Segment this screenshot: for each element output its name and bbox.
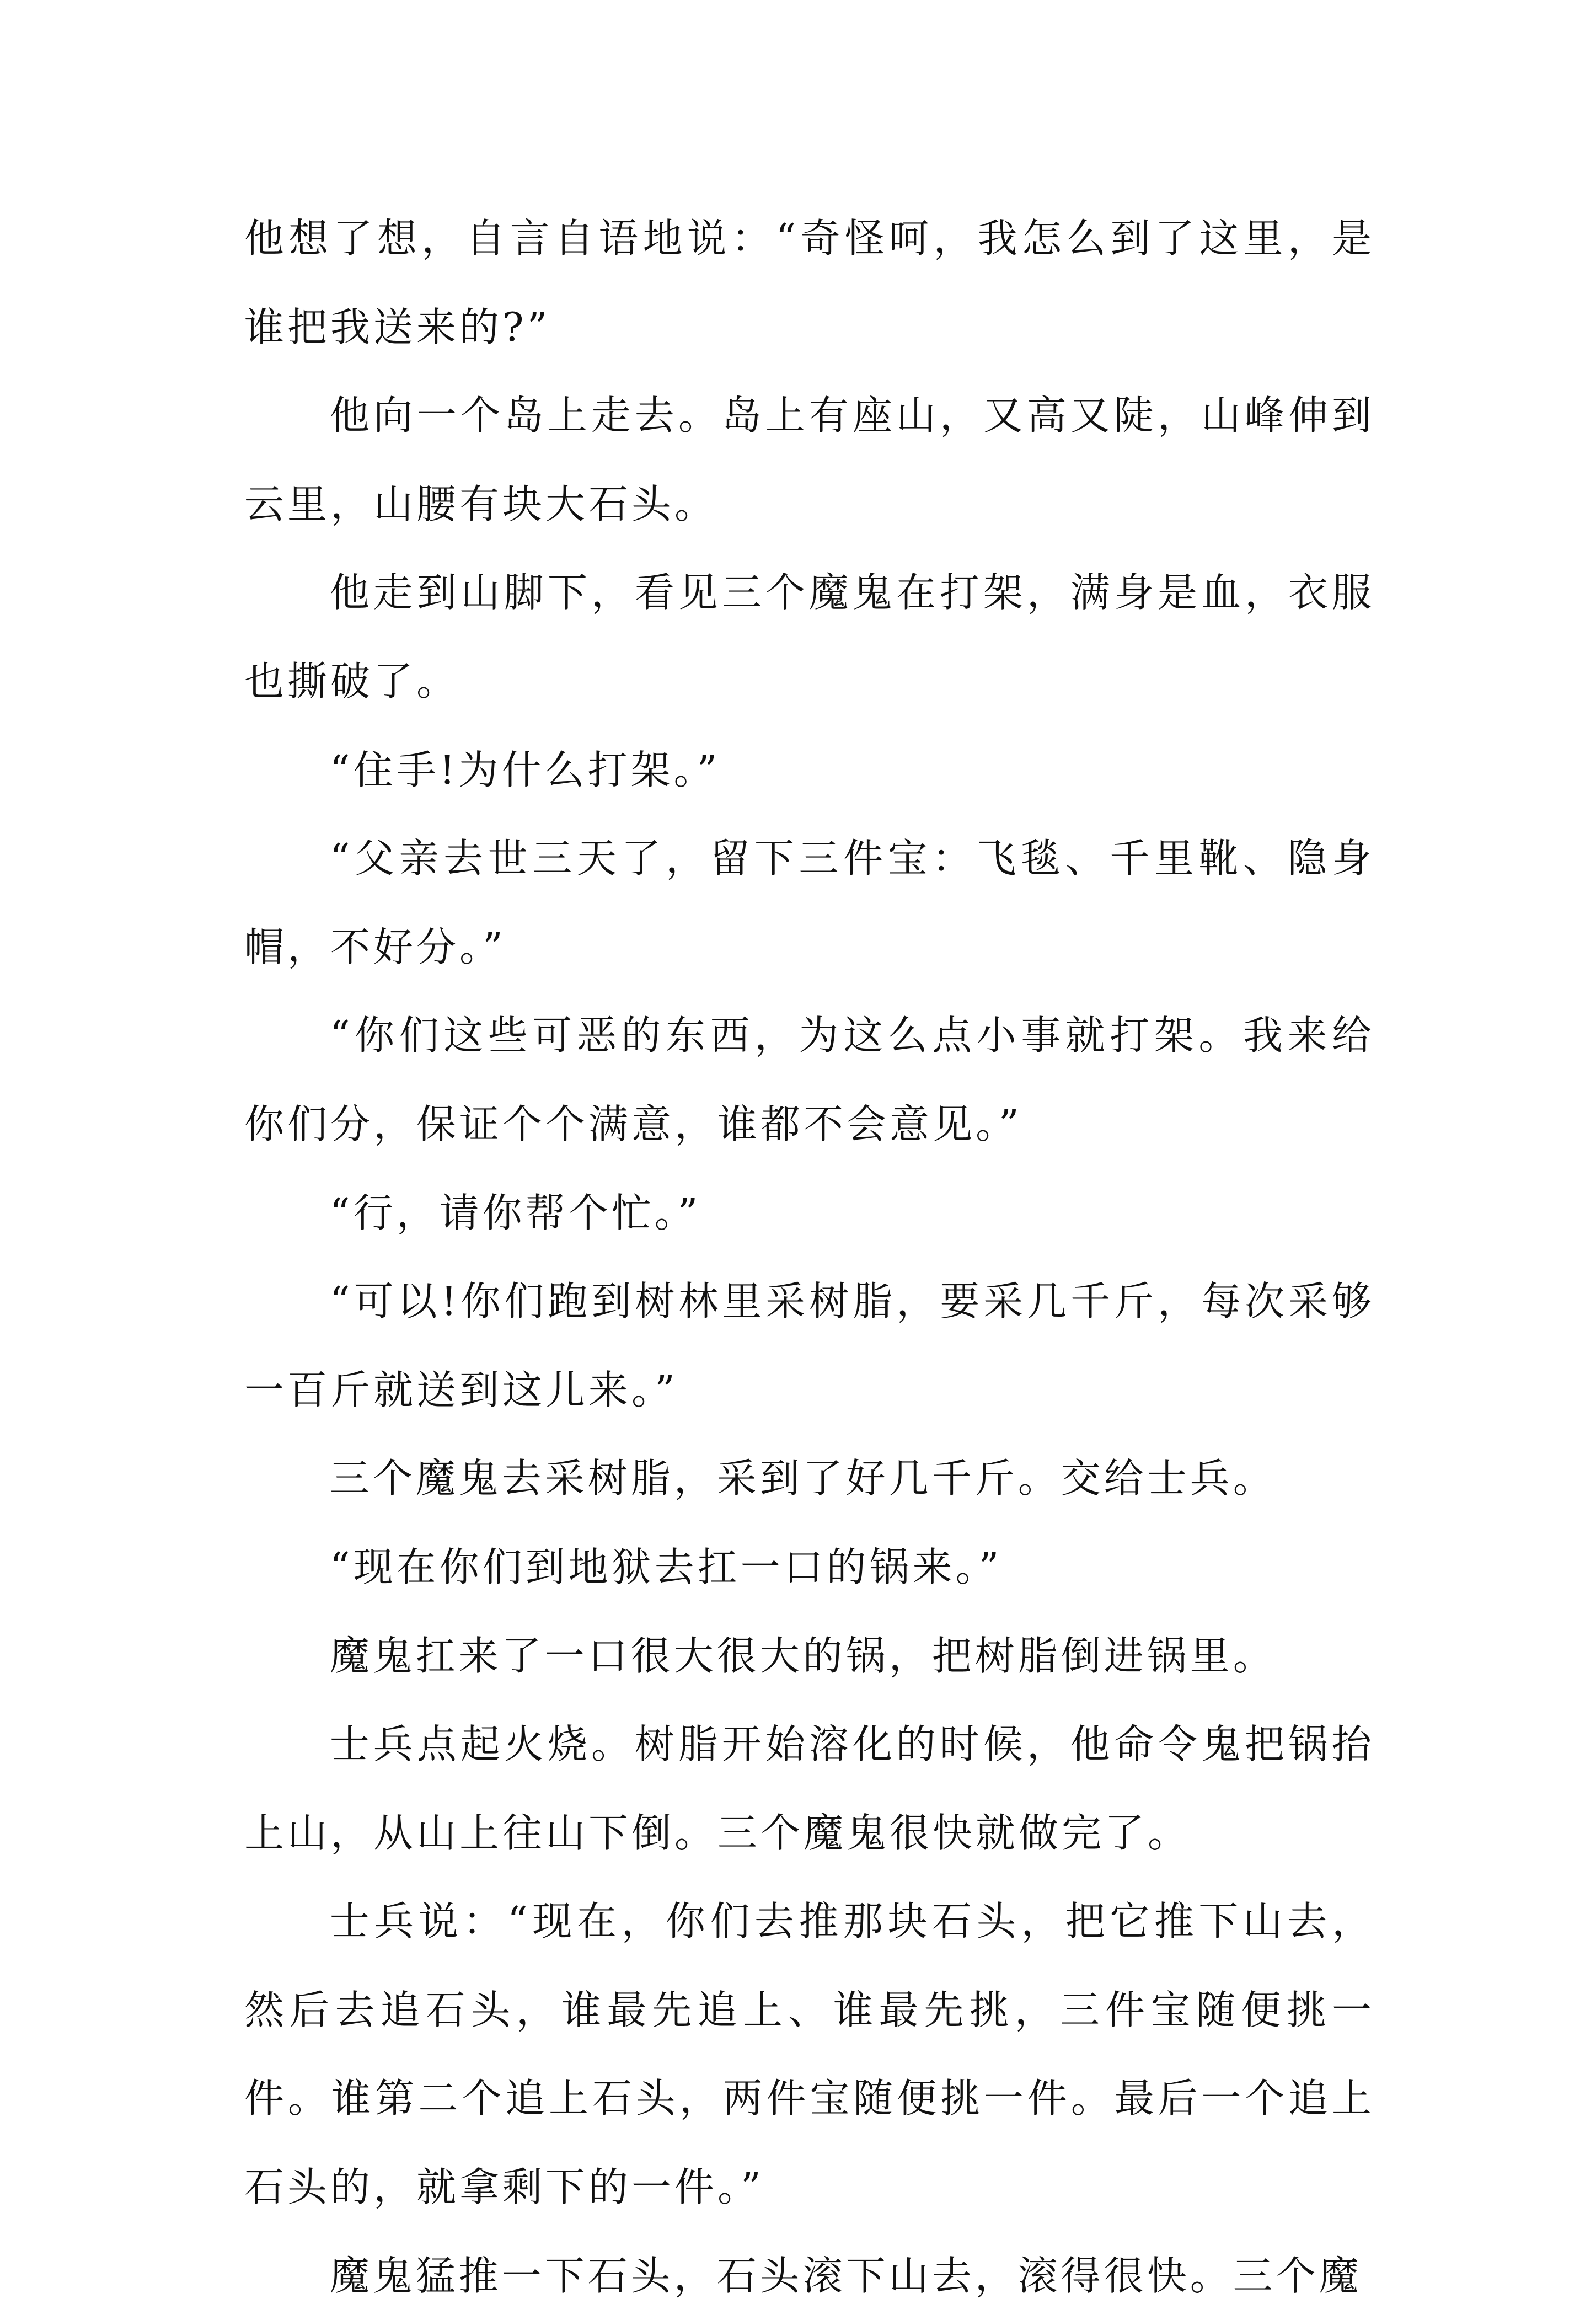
paragraph: 士兵说：“现在，你们去推那块石头，把它推下山去，然后去追石头，谁最先追上、谁最先挑，三件宝随便挑一件。谁第二个追上石头，两件宝随便挑一件。最后一个追上石头的，就拿剩下的一件。”	[244, 1898, 1375, 2211]
paragraph: 士兵点起火烧。树脂开始溶化的时候，他命令鬼把锅抬上山，从山上往山下倒。三个魔鬼很快就做完了。	[244, 1721, 1375, 1856]
paragraph: 魔鬼猛推一下石头，石头滚下山去，滚得很快。三个魔	[329, 2252, 1362, 2299]
paragraph: “你们这些可恶的东西，为这么点小事就打架。我来给你们分，保证个个满意，谁都不会意见。”	[244, 1012, 1375, 1147]
paragraph: “父亲去世三天了，留下三件宝：飞毯、千里靴、隐身帽，不好分。”	[244, 835, 1375, 970]
paragraph: 他想了想，自言自语地说：“奇怪呵，我怎么到了这里，是谁把我送来的?”	[244, 215, 1375, 350]
paragraph: “住手!为什么打架。”	[329, 746, 721, 793]
story-text	[244, 194, 1375, 2320]
paragraph: “可以!你们跑到树林里采树脂，要采几千斤，每次采够一百斤就送到这儿来。”	[244, 1278, 1375, 1413]
paragraph: “现在你们到地狱去扛一口的锅来。”	[329, 1543, 1003, 1590]
paragraph: “行，请你帮个忙。”	[329, 1189, 701, 1236]
paragraph: 三个魔鬼去采树脂，采到了好几千斤。交给士兵。	[329, 1455, 1276, 1502]
paragraph: 他向一个岛上走去。岛上有座山，又高又陡，山峰伸到云里，山腰有块大石头。	[244, 392, 1375, 527]
paragraph: 他走到山脚下，看见三个魔鬼在打架，满身是血，衣服也撕破了。	[244, 569, 1375, 704]
paragraph: 魔鬼扛来了一口很大很大的锅，把树脂倒进锅里。	[329, 1632, 1276, 1679]
